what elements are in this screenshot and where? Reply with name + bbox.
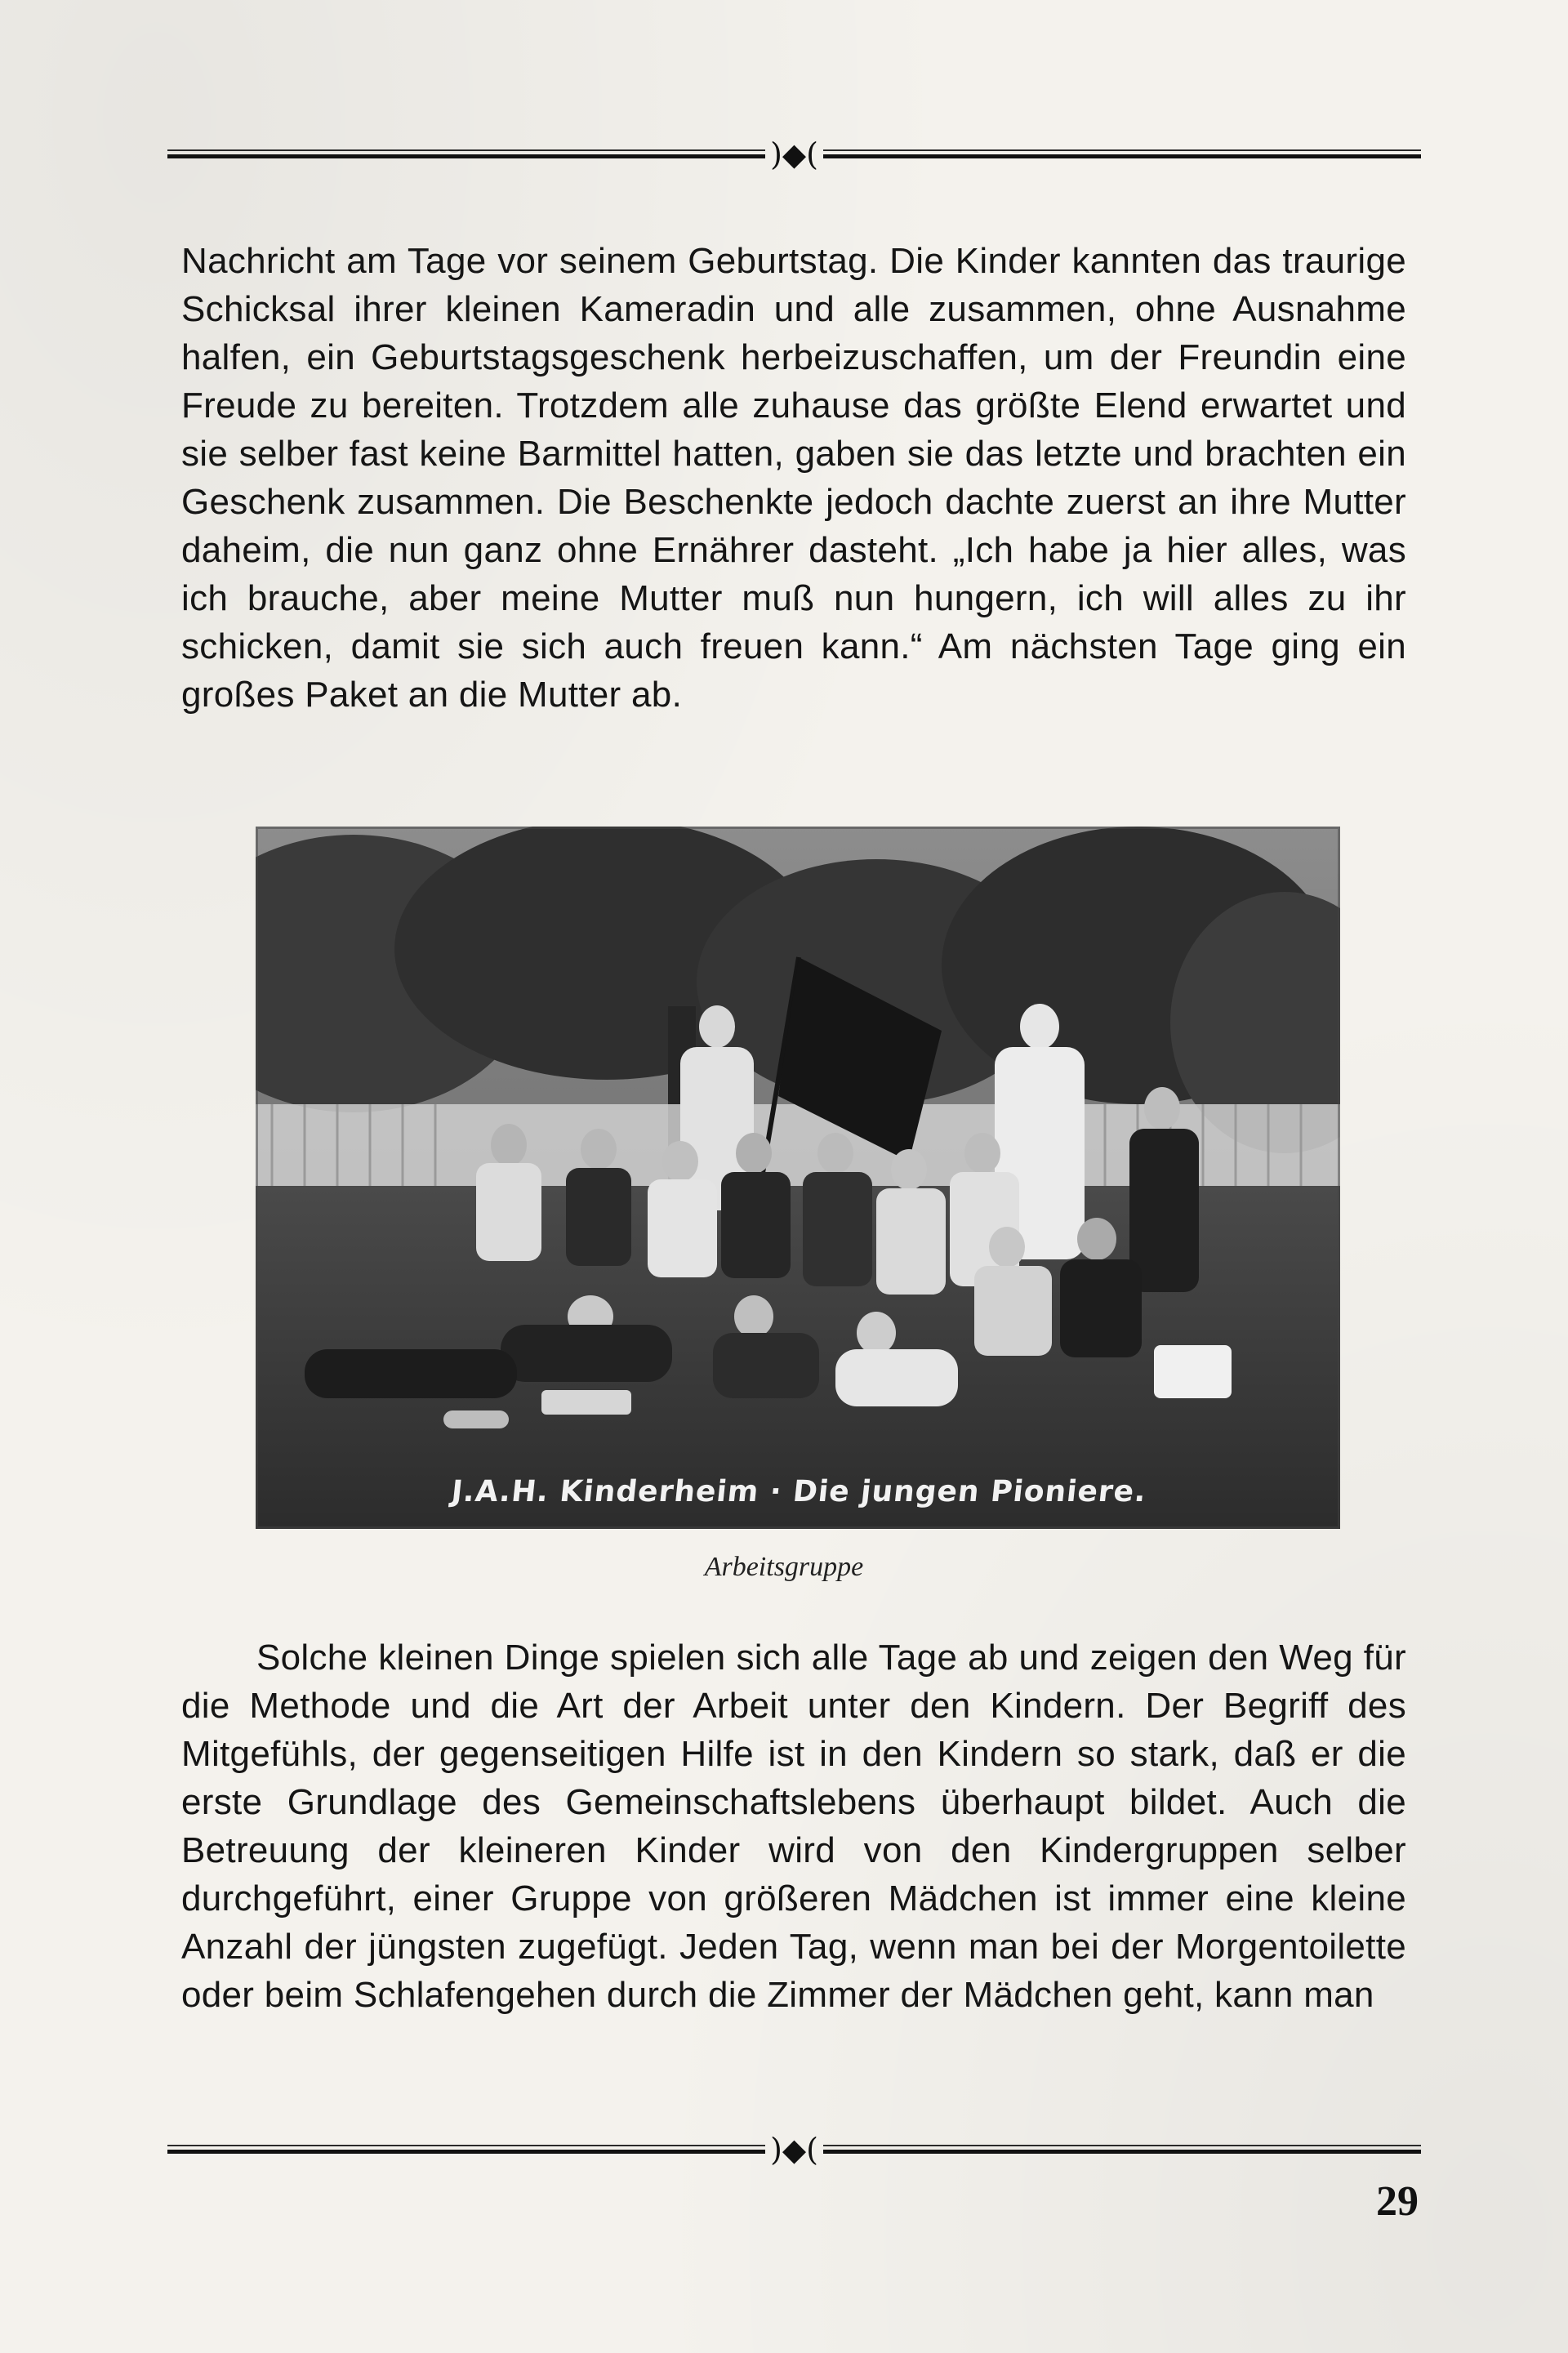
photo-inscription: J.A.H. Kinderheim · Die jungen Pioniere. — [449, 1475, 1149, 1509]
top-ornamental-rule — [167, 136, 1421, 172]
photo-caption: Arbeitsgruppe — [704, 1552, 864, 1582]
rule-line-right — [823, 149, 1421, 159]
paragraph-2: Solche kleinen Dinge spielen sich alle Tage ab und zeigen den Weg für die Methode und die Art der Arbeit unter den Kindern. Der Begriff des Mitgefühls, der gegenseitigen Hilfe ist in den Kindern so stark, daß er die erste Grundlage des Gemeinschaftslebens überhaupt bildet. Auch die Betreuung der kleineren Kinder wird von den Kindergruppen selber durchgeführt, einer Gruppe von größeren Mädchen ist immer eine kleine Anzahl der jüngsten zugefügt. Jeden Tag, wenn man bei der Morgentoilette oder beim Schlafengehen durch die Zimmer der Mädchen geht, kann man — [181, 1638, 1406, 2015]
rule-line-right — [823, 2145, 1421, 2155]
rule-line-left — [167, 149, 765, 159]
photo-image — [256, 827, 1340, 1529]
rule-line-left — [167, 2145, 765, 2155]
rule-ornament: )◆( — [770, 136, 818, 172]
paragraph-1: Nachricht am Tage vor seinem Geburtstag. Die Kinder kannten das traurige Schicksal ihrer kleinen Kameradin und alle zusammen, ohne Ausnahme halfen, ein Geburtstagsgeschenk herbeizuschaffen, um der Freundin eine Freude zu bereiten. Trotzdem alle zuhause das größte Elend erwartet und sie selber fast keine Barmittel hatten, gaben sie das letzte und brachten ein Geschenk zusammen. Die Beschenkte jedoch dachte zuerst an ihre Mutter daheim, die nun ganz ohne Ernährer dasteht. „Ich habe ja hier alles, was ich brauche, aber meine Mutter muß nun hungern, ich will alles zu ihr schicken, damit sie sich auch freuen kann.“ Am nächsten Tage ging ein großes Paket an die Mutter ab. — [181, 241, 1406, 715]
page-number: 29 — [1376, 2178, 1419, 2225]
bottom-ornamental-rule — [167, 2132, 1421, 2168]
rule-ornament: )◆( — [770, 2132, 818, 2168]
group-photograph — [256, 827, 1340, 1529]
